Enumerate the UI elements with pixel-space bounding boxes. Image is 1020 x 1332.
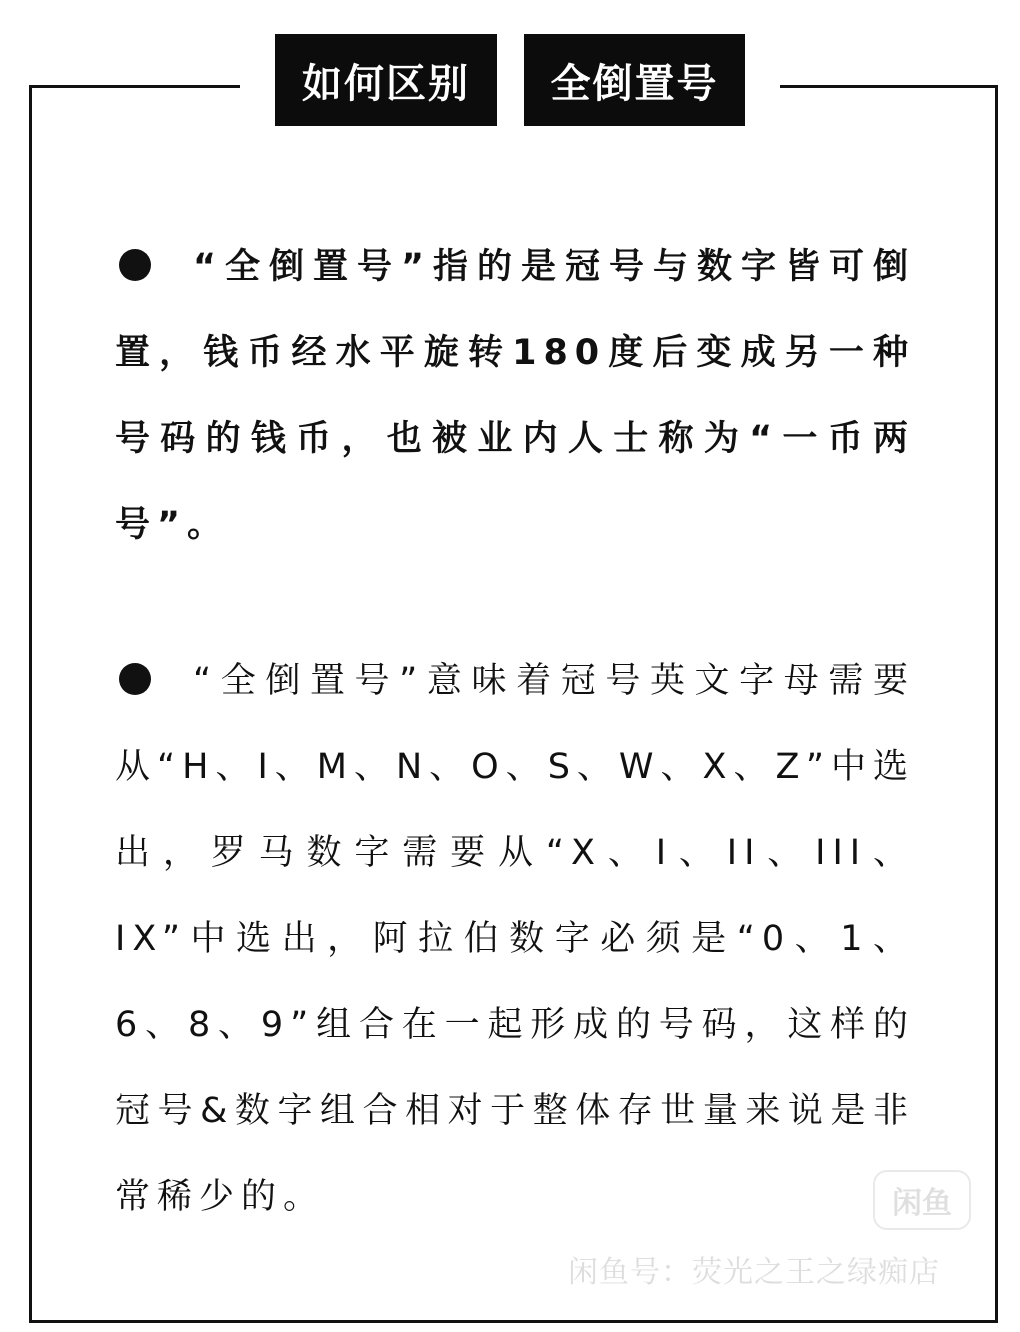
title-full-inverted-number: 全倒置号: [524, 34, 745, 126]
paragraph-definition-text: “全倒置号”指的是冠号与数字皆可倒置，钱币经水平旋转180度后变成另一种号码的钱币，也被业内人士称为“一币两号”。: [115, 247, 915, 545]
paragraph-requirements-text: “全倒置号”意味着冠号英文字母需要从“H、I、M、N、O、S、W、X、Z”中选出，罗马数字需要从“X、I、II、III、IX”中选出，阿拉伯数字必须是“0、1、6、8、9”组合在一起形成的号码，这样的冠号&数字组合相对于整体存世量来说是非常稀少的。: [115, 661, 915, 1217]
title-how-to-distinguish: 如何区别: [275, 34, 497, 126]
watermark-logo: 闲鱼: [873, 1170, 971, 1230]
paragraph-definition: [115, 224, 915, 568]
watermark-text: 闲鱼号：荧光之王之绿痴店: [568, 1255, 940, 1290]
paragraph-requirements: [115, 638, 915, 1240]
bullet-icon: [119, 663, 151, 695]
bullet-icon: [119, 249, 151, 281]
